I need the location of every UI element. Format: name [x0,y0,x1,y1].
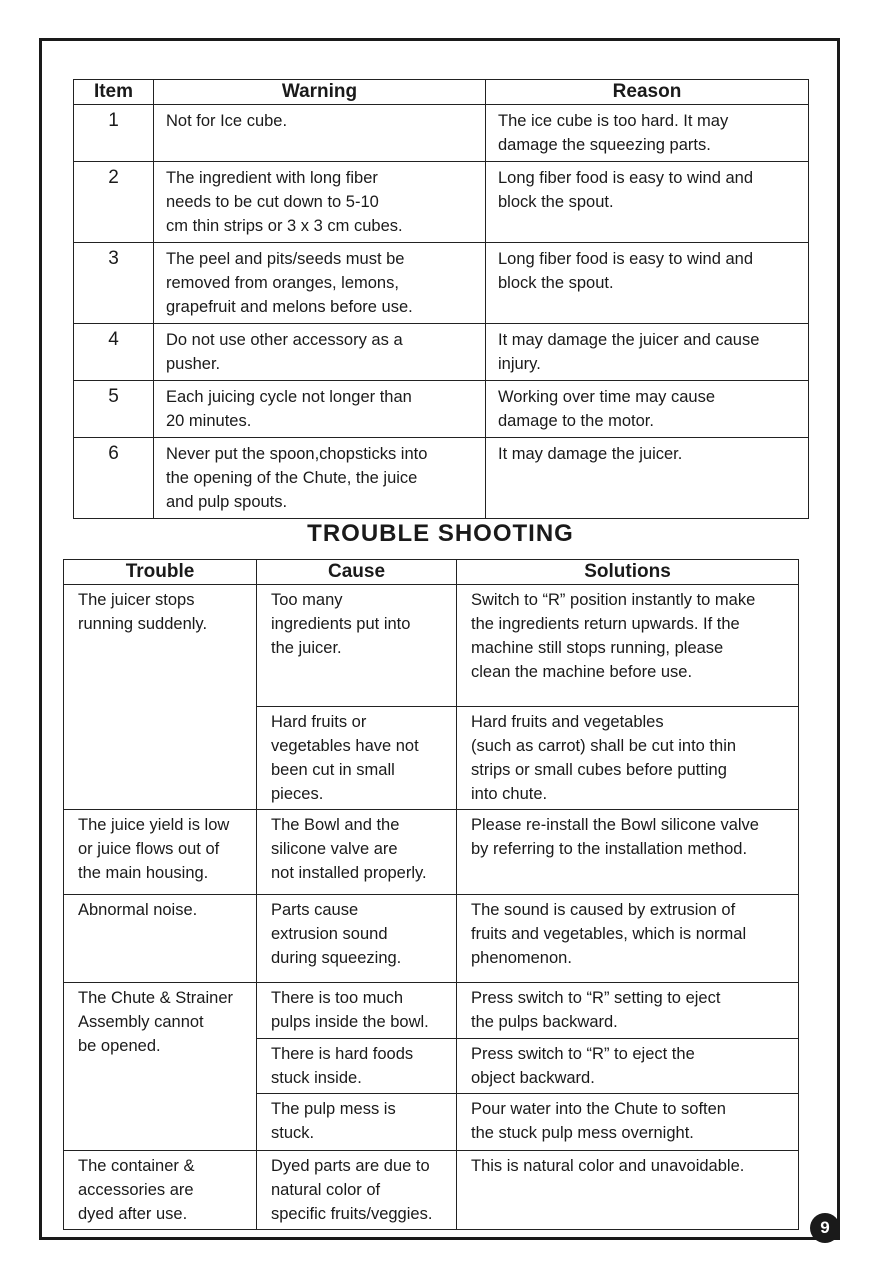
header-trouble: Trouble [64,560,257,585]
trouble-description: The container & accessories are dyed after use. [64,1151,257,1230]
trouble-description: Abnormal noise. [64,895,257,983]
warning-reason: It may damage the juicer. [486,438,809,519]
warning-row [74,105,809,162]
warning-row [74,162,809,243]
trouble-solution: Please re-install the Bowl silicone valve by referring to the installation method. [457,810,799,895]
warning-text: Each juicing cycle not longer than 20 minutes. [154,381,486,438]
warning-row [74,381,809,438]
trouble-solution: Press switch to “R” setting to eject the pulps backward. [457,983,799,1039]
warning-item-number: 2 [74,162,154,243]
header-item: Item [74,80,154,105]
warning-item-number: 6 [74,438,154,519]
warning-row [74,438,809,519]
trouble-cause: There is hard foods stuck inside. [257,1039,457,1094]
warnings-table [73,79,809,519]
trouble-solution: Press switch to “R” to eject the object backward. [457,1039,799,1094]
trouble-header-row [64,560,799,585]
warning-text: Do not use other accessory as a pusher. [154,324,486,381]
trouble-row [64,585,799,707]
trouble-row [64,895,799,983]
warnings-header-row [74,80,809,105]
warning-item-number: 5 [74,381,154,438]
section-title: TROUBLE SHOOTING [307,520,574,547]
trouble-solution: Switch to “R” position instantly to make the ingredients return upwards. If the machine still stops running, please clean the machine before use. [457,585,799,707]
header-reason: Reason [486,80,809,105]
warning-text: The ingredient with long fiber needs to be cut down to 5-10 cm thin strips or 3 x 3 cm cubes. [154,162,486,243]
trouble-cause: The Bowl and the silicone valve are not installed properly. [257,810,457,895]
trouble-description: The juicer stops running suddenly. [64,585,257,810]
trouble-cause: Parts cause extrusion sound during squeezing. [257,895,457,983]
warning-row [74,324,809,381]
trouble-cause: Dyed parts are due to natural color of specific fruits/veggies. [257,1151,457,1230]
trouble-cause: Hard fruits or vegetables have not been cut in small pieces. [257,707,457,810]
trouble-solution: The sound is caused by extrusion of fruits and vegetables, which is normal phenomenon. [457,895,799,983]
warning-text: Never put the spoon,chopsticks into the opening of the Chute, the juice and pulp spouts. [154,438,486,519]
trouble-description: The Chute & Strainer Assembly cannot be opened. [64,983,257,1151]
trouble-solution: This is natural color and unavoidable. [457,1151,799,1230]
warning-reason: Long fiber food is easy to wind and block the spout. [486,243,809,324]
warning-reason: Working over time may cause damage to the motor. [486,381,809,438]
trouble-cause: The pulp mess is stuck. [257,1094,457,1151]
trouble-row [64,1151,799,1230]
troubleshooting-table [63,559,799,1230]
warning-text: The peel and pits/seeds must be removed from oranges, lemons, grapefruit and melons before use. [154,243,486,324]
trouble-cause: There is too much pulps inside the bowl. [257,983,457,1039]
trouble-row [64,983,799,1039]
header-warning: Warning [154,80,486,105]
trouble-row [64,810,799,895]
page-number: 9 [810,1213,840,1243]
warning-item-number: 4 [74,324,154,381]
header-cause: Cause [257,560,457,585]
trouble-cause: Too many ingredients put into the juicer. [257,585,457,707]
warning-text: Not for Ice cube. [154,105,486,162]
warning-item-number: 3 [74,243,154,324]
trouble-description: The juice yield is low or juice flows out of the main housing. [64,810,257,895]
trouble-solution: Hard fruits and vegetables (such as carrot) shall be cut into thin strips or small cubes before putting into chute. [457,707,799,810]
warning-reason: Long fiber food is easy to wind and block the spout. [486,162,809,243]
warning-reason: It may damage the juicer and cause injury. [486,324,809,381]
trouble-solution: Pour water into the Chute to soften the stuck pulp mess overnight. [457,1094,799,1151]
warning-reason: The ice cube is too hard. It may damage the squeezing parts. [486,105,809,162]
header-solutions: Solutions [457,560,799,585]
warning-row [74,243,809,324]
warning-item-number: 1 [74,105,154,162]
